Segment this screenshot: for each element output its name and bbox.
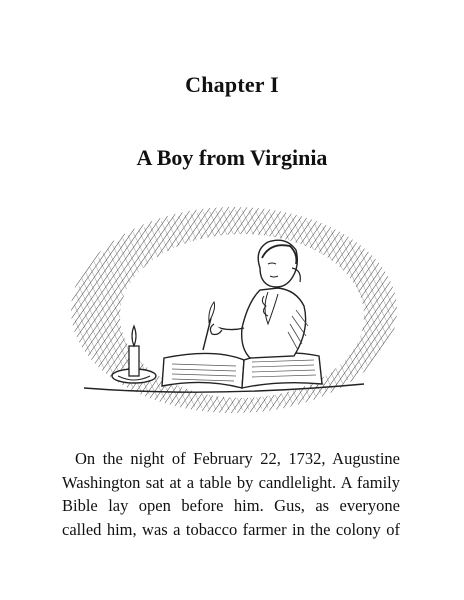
body-line: On the night of February 22, 1732, Augustine xyxy=(75,449,400,468)
chapter-title: A Boy from Virginia xyxy=(136,145,328,170)
body-line: Bible lay open before him. Gus, as everyone xyxy=(62,496,400,516)
chapter-number: Chapter I xyxy=(185,72,279,97)
body-line: called him, was a tobacco farmer in the colony of xyxy=(62,519,400,539)
candlelight-reading-illustration xyxy=(64,198,400,420)
body-paragraph xyxy=(62,447,400,541)
body-line: Washington sat at a table by candlelight. A family xyxy=(62,472,400,492)
